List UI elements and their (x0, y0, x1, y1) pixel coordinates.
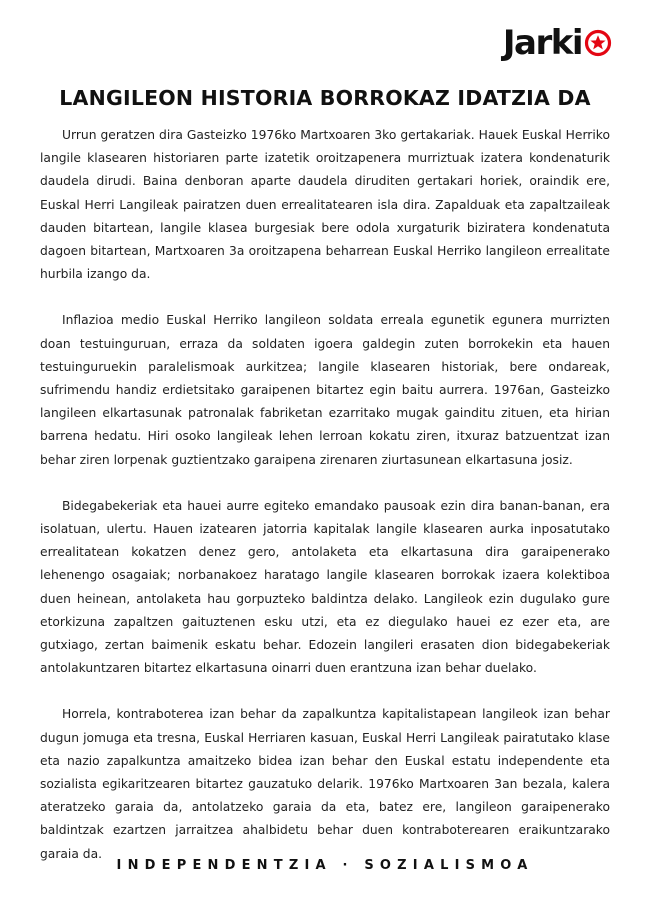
article-body (40, 124, 610, 889)
paragraph-4: Horrela, kontraboterea izan behar da zapalkuntza kapitalistapean langileok izan behar dugun jomuga eta tresna, Euskal Herriaren kasuan, Euskal Herri Langileak pairatutako klase eta nazio zapalkuntza amaitzeko bidea izan behar den Euskal estatu independente eta sozialista egikaritzearen bitartez gauzatuko delarik. 1976ko Martxoaren 3an bezala, kalera ateratzeko garaia da, antolatzeko garaia da eta, batez ere, langileon garaipenerako baldintzak ezartzen jarraitzea ahalbidetu behar duen kontraboterearen eraikuntzarako garaia da. (40, 707, 610, 861)
paragraph-2: Inflazioa medio Euskal Herriko langileon soldata erreala egunetik egunera murrizten doan testuinguruan, erraza da soldaten igoera galdegin zuten borrokekin eta hauen testuinguruekin paralelismoak aurkitzea; langile klasearen historiak, bere ondareak, sufrimendu handiz erdietsitako garaipenen bitartez egin baitu aurrera. 1976an, Gasteizko langileen elkartasunak patronalak fabriketan ezarritako mugak gainditu zituen, eta hirian barrena hedatu. Hiri osoko langileak lehen lerroan kokatu ziren, itxuraz batzuentzat izan behar ziren lorpenak guztientzako garaipena zirenaren ziurtasunean elkartasuna josiz. (40, 313, 610, 467)
page-title: LANGILEON HISTORIA BORROKAZ IDATZIA DA (59, 86, 591, 110)
paragraph-1: Urrun geratzen dira Gasteizko 1976ko Martxoaren 3ko gertakariak. Hauek Euskal Herriko langile klasearen historiaren parte izatetik oroitzapenera murriztuak izatera kondenaturik daudela dirudi. Baina denboran aparte daudela diruditen gertakari horiek, oraindik ere, Euskal Herri Langileak pairatzen duen errealitatearen isla dira. Zapalduak eta zapaltzaileak dauden bitartean, langile klasea burgesiak bere odola xurgaturik biziratera kondenatuta dagoen bitartean, Martxoaren 3a oroitzapena beharrean Euskal Herriko langileon errealitate hurbila izango da. (40, 128, 610, 282)
logo-text: Jarki (502, 23, 582, 63)
jarki-logo (502, 23, 612, 63)
star-in-circle-icon (584, 29, 612, 57)
paragraph-3: Bidegabekeriak eta hauei aurre egiteko emandako pausoak ezin dira banan-banan, era isolatuan, ulertu. Hauen izatearen jatorria kapitalak langile klasearen aurka inposatutako errealitatean kokatzen denez gero, antolaketa eta elkartasuna dira garaipenerako lehenengo osagaiak; norbanakoez haratago langile klasearen borrokak izaera kolektiboa duen heinean, antolaketa hau gorpuzteko baldintza delako. Langileok ezin dugulako gure etorkizuna zapaltzen gaituztenen esku utzi, eta ez diegulako hauei ez ezer eta, are gutxiago, zertan baimenik eskatu behar. Edozein langileri erasaten dion bidegabekeriak antolakuntzaren bitartez elkartasuna oinarri duen erantzuna izan behar duelako. (40, 498, 610, 676)
footer-slogan: INDEPENDENTZIA · SOZIALISMOA (116, 858, 534, 873)
